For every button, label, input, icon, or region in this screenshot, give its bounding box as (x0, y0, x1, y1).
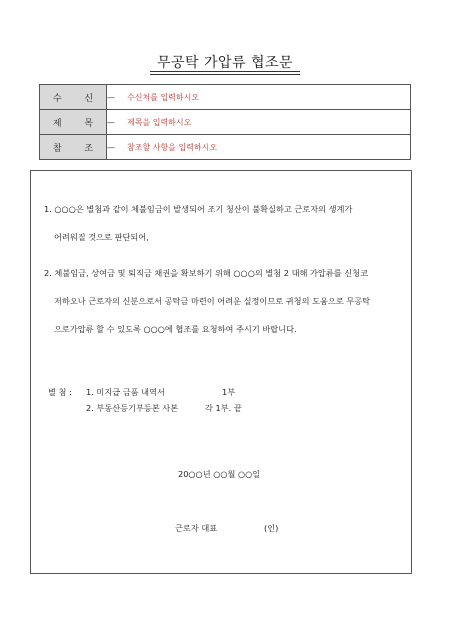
document-title: 무공탁 가압류 협조문 (156, 55, 294, 71)
header-row-reference (40, 135, 411, 160)
para-1-line-1: 1. ○○○은 별첨과 같이 체불임금이 발생되어 조기 청산이 불확실하고 근로자의 생계가 (44, 204, 353, 214)
para-2-line-1: 2. 체불임금, 상여금 및 퇴직금 채권을 확보하기 위해 ○○○의 별첨 2 대해 가압류를 신청코 (44, 268, 368, 278)
reference-label: 참 조 (40, 135, 107, 160)
header-table (39, 84, 411, 160)
title-underline-2 (150, 74, 300, 75)
date-line: 20○○년 ○○월 ○○일 (178, 469, 261, 479)
signer-label: 근로자 대표 (175, 523, 218, 533)
recipient-field[interactable]: 수신처를 입력하시오 (123, 85, 411, 110)
para-2-line-2: 저하오나 근로자의 신분으로서 공탁금 마련이 어려운 실정이므로 귀청의 도움으로 무공탁 (54, 296, 371, 306)
title-underline-1 (150, 71, 300, 72)
seal-mark: (인) (264, 523, 279, 533)
attachment-2: 2. 부동산등기부등본 사본 (86, 403, 179, 413)
subject-label: 제 목 (40, 110, 107, 135)
attachment-1-qty: 1부 (222, 387, 236, 397)
header-row-recipient (40, 85, 411, 110)
subject-field[interactable]: 제목을 입력하시오 (123, 110, 411, 135)
attachment-1: 1. 미지급 금품 내역서 (86, 387, 165, 397)
header-row-subject (40, 110, 411, 135)
reference-field[interactable]: 참조할 사항을 입력하시오 (123, 135, 411, 160)
recipient-label: 수 신 (40, 85, 107, 110)
para-1-line-2: 어려워질 것으로 판단되어, (54, 232, 149, 242)
attachment-label: 별 첨 : (48, 387, 72, 397)
recipient-dash: — (107, 85, 124, 110)
body-box (30, 170, 412, 574)
reference-dash: — (107, 135, 124, 160)
para-2-line-3: 으로가압류 할 수 있도록 ○○○에 협조를 요청하여 주시기 바랍니다. (54, 324, 297, 334)
subject-dash: — (107, 110, 124, 135)
attachment-2-qty: 각 1부. 끝 (205, 403, 242, 413)
